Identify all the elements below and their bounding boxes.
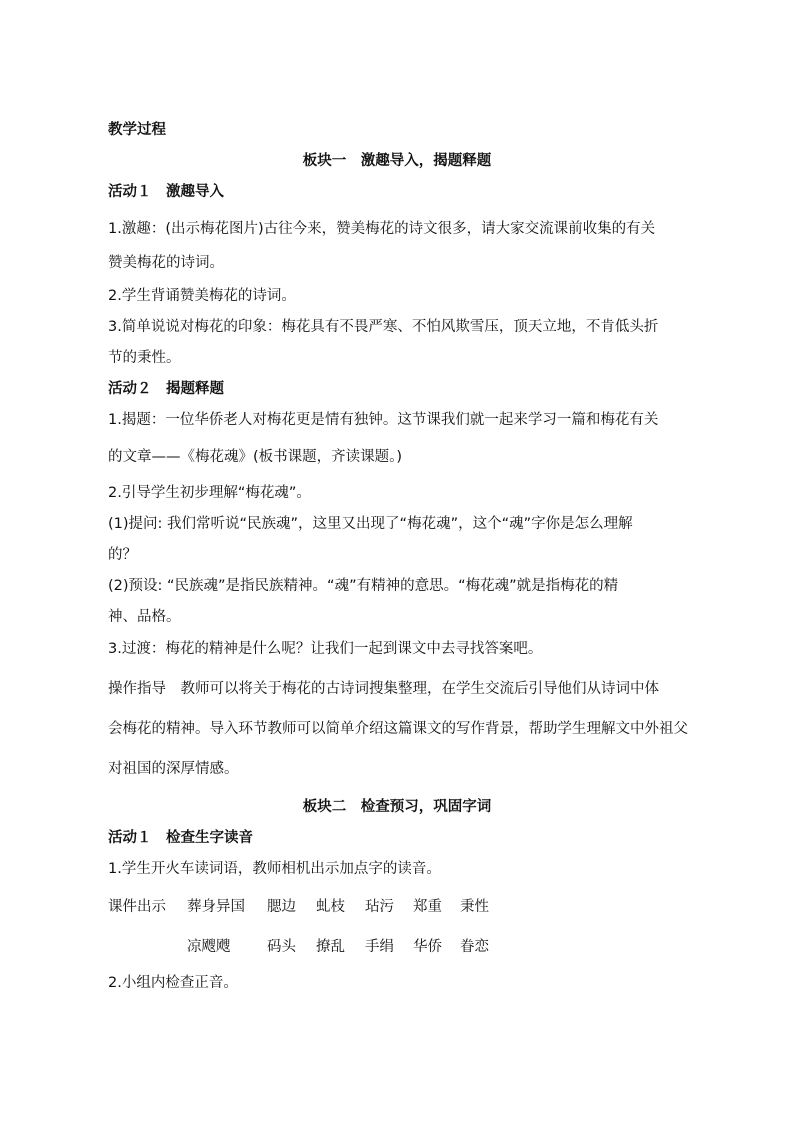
block2-activity1-p2: 2.小组内检查正音。	[108, 975, 238, 991]
activity2-q2-line1: (2)预设: “民族魂”是指民族精神。“魂”有精神的意思。“梅花魂”就是指梅花的精	[108, 578, 619, 594]
activity1-p1-line2: 赞美梅花的诗词。	[108, 255, 224, 271]
vocab-word: 腮边	[267, 899, 296, 915]
vocab-word: 虬枝	[316, 899, 345, 915]
vocab-word: 凉飕飕	[187, 939, 231, 955]
activity1-p2: 2.学生背诵赞美梅花的诗词。	[108, 288, 296, 304]
activity2-q1-line1: (1)提问: 我们常听说“民族魂”，这里又出现了“梅花魂”，这个“魂”字你是怎么理解	[108, 516, 633, 532]
guide-line1: 操作指导 教师可以将关于梅花的古诗词搜集整理，在学生交流后引导他们从诗词中体	[108, 681, 659, 697]
block2-activity1-title: 活动１ 检查生字读音	[108, 830, 253, 846]
vocab-word: 秉性	[460, 899, 489, 915]
vocab-word: 华侨	[413, 939, 442, 955]
vocab-word: 玷污	[365, 899, 394, 915]
activity2-q1-line2: 的？	[108, 547, 137, 563]
activity2-title: 活动２ 揭题释题	[108, 381, 224, 397]
vocab-word: 郑重	[413, 899, 442, 915]
activity1-p1-line1: 1.激趣：(出示梅花图片)古往今来，赞美梅花的诗文很多，请大家交流课前收集的有关	[108, 221, 656, 237]
activity2-p2: 2.引导学生初步理解“梅花魂”。	[108, 485, 311, 501]
vocab-word: 码头	[267, 939, 296, 955]
courseware-label: 课件出示	[108, 899, 166, 915]
vocab-word: 眷恋	[460, 939, 489, 955]
activity2-q2-line2: 神、品格。	[108, 609, 181, 625]
vocab-word: 葬身异国	[187, 899, 245, 915]
guide-line3: 对祖国的深厚情感。	[108, 761, 239, 777]
vocab-word: 撩乱	[316, 939, 345, 955]
block1-title: 板块一 激趣导入，揭题释题	[302, 153, 492, 169]
block2-title: 板块二 检查预习，巩固字词	[302, 799, 492, 815]
activity2-p1-line2: 的文章——《梅花魂》(板书课题，齐读课题。)	[108, 449, 403, 465]
activity1-title: 活动１ 激趣导入	[108, 184, 224, 200]
block2-activity1-p1: 1.学生开火车读词语，教师相机出示加点字的读音。	[108, 861, 441, 877]
activity1-p3-line1: 3.简单说说对梅花的印象：梅花具有不畏严寒、不怕风欺雪压，顶天立地，不肯低头折	[108, 319, 659, 335]
activity1-p3-line2: 节的秉性。	[108, 350, 181, 366]
vocab-word: 手绢	[365, 939, 394, 955]
teaching-process-heading: 教学过程	[108, 122, 166, 138]
guide-line2: 会梅花的精神。导入环节教师可以简单介绍这篇课文的写作背景，帮助学生理解文中外祖父	[108, 721, 688, 737]
activity2-p3: 3.过渡：梅花的精神是什么呢？让我们一起到课文中去寻找答案吧。	[108, 641, 543, 657]
activity2-p1-line1: 1.揭题：一位华侨老人对梅花更是情有独钟。这节课我们就一起来学习一篇和梅花有关	[108, 412, 659, 428]
